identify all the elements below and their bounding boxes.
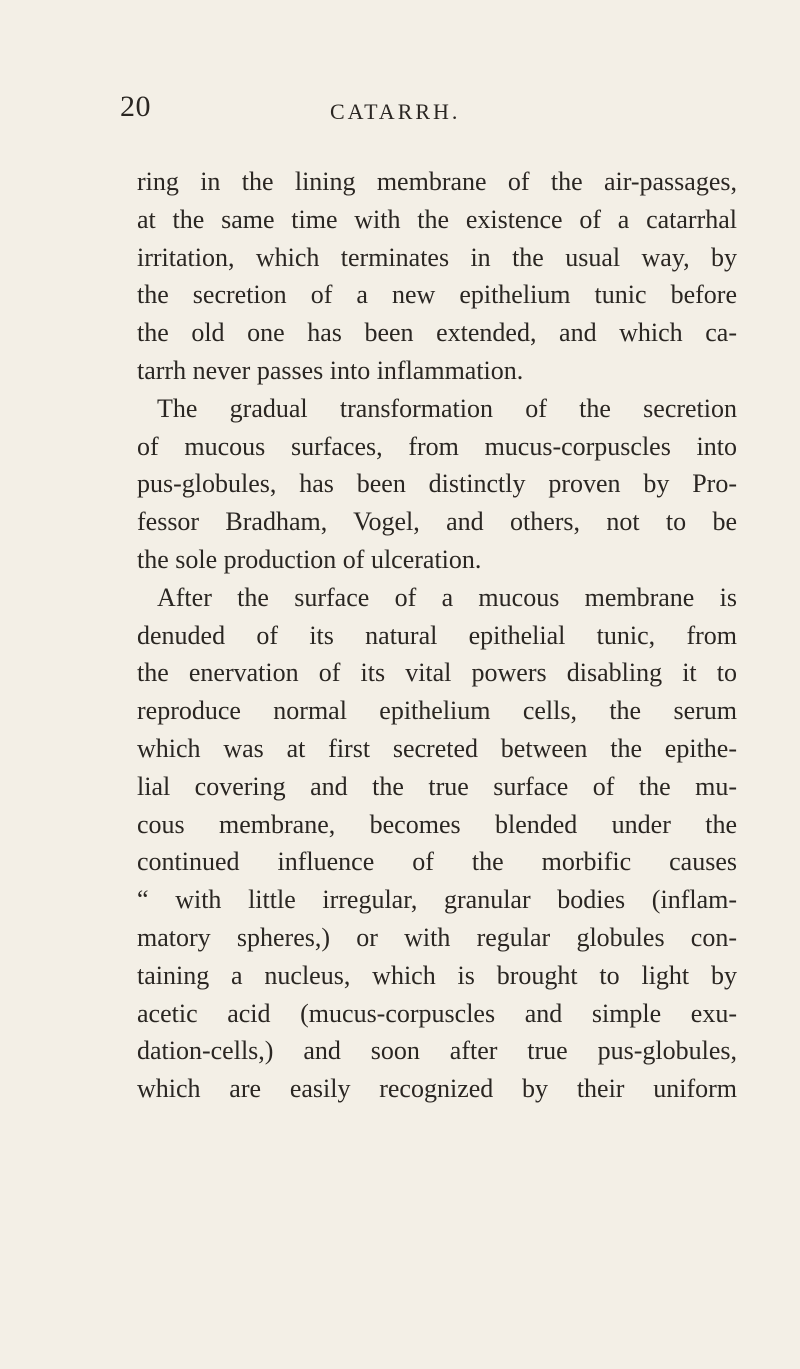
page-header bbox=[0, 92, 800, 132]
text-line: acetic acid (mucus-corpuscles and simple exu- bbox=[137, 998, 737, 1028]
text-line: denuded of its natural epithelial tunic, from bbox=[137, 620, 737, 650]
text-line: “ with little irregular, granular bodies (inflam- bbox=[137, 885, 737, 915]
text-line: pus-globules, has been distinctly proven by Pro- bbox=[137, 469, 737, 499]
text-line: the old one has been extended, and which ca- bbox=[137, 318, 737, 348]
text-line: lial covering and the true surface of the mu- bbox=[137, 771, 737, 801]
text-line: at the same time with the existence of a catarrhal bbox=[137, 204, 737, 234]
text-line: matory spheres,) or with regular globules con- bbox=[137, 922, 737, 952]
page-number: 20 bbox=[120, 90, 151, 123]
text-line: fessor Bradham, Vogel, and others, not to be bbox=[137, 507, 737, 537]
text-line: cous membrane, becomes blended under the bbox=[137, 809, 737, 839]
running-head: CATARRH. bbox=[330, 99, 461, 124]
text-line: irritation, which terminates in the usual way, by bbox=[137, 242, 737, 272]
body-text bbox=[137, 163, 737, 1108]
text-line: taining a nucleus, which is brought to light by bbox=[137, 960, 737, 990]
text-line: ring in the lining membrane of the air-passages, bbox=[137, 167, 737, 196]
text-line: tarrh never passes into inflammation. bbox=[137, 355, 524, 385]
text-line: which was at first secreted between the epithe- bbox=[137, 733, 737, 763]
text-line: dation-cells,) and soon after true pus-globules, bbox=[137, 1036, 737, 1066]
text-line: continued influence of the morbific causes bbox=[137, 847, 737, 877]
text-line: the sole production of ulceration. bbox=[137, 544, 482, 574]
text-line: The gradual transformation of the secretion bbox=[157, 393, 737, 423]
text-line: of mucous surfaces, from mucus-corpuscles into bbox=[137, 431, 737, 461]
text-line: the secretion of a new epithelium tunic before bbox=[137, 280, 737, 310]
text-line: the enervation of its vital powers disabling it to bbox=[137, 658, 737, 688]
text-line: After the surface of a mucous membrane is bbox=[157, 582, 737, 612]
text-line: reproduce normal epithelium cells, the serum bbox=[137, 696, 737, 726]
text-line: which are easily recognized by their uniform bbox=[137, 1074, 737, 1104]
